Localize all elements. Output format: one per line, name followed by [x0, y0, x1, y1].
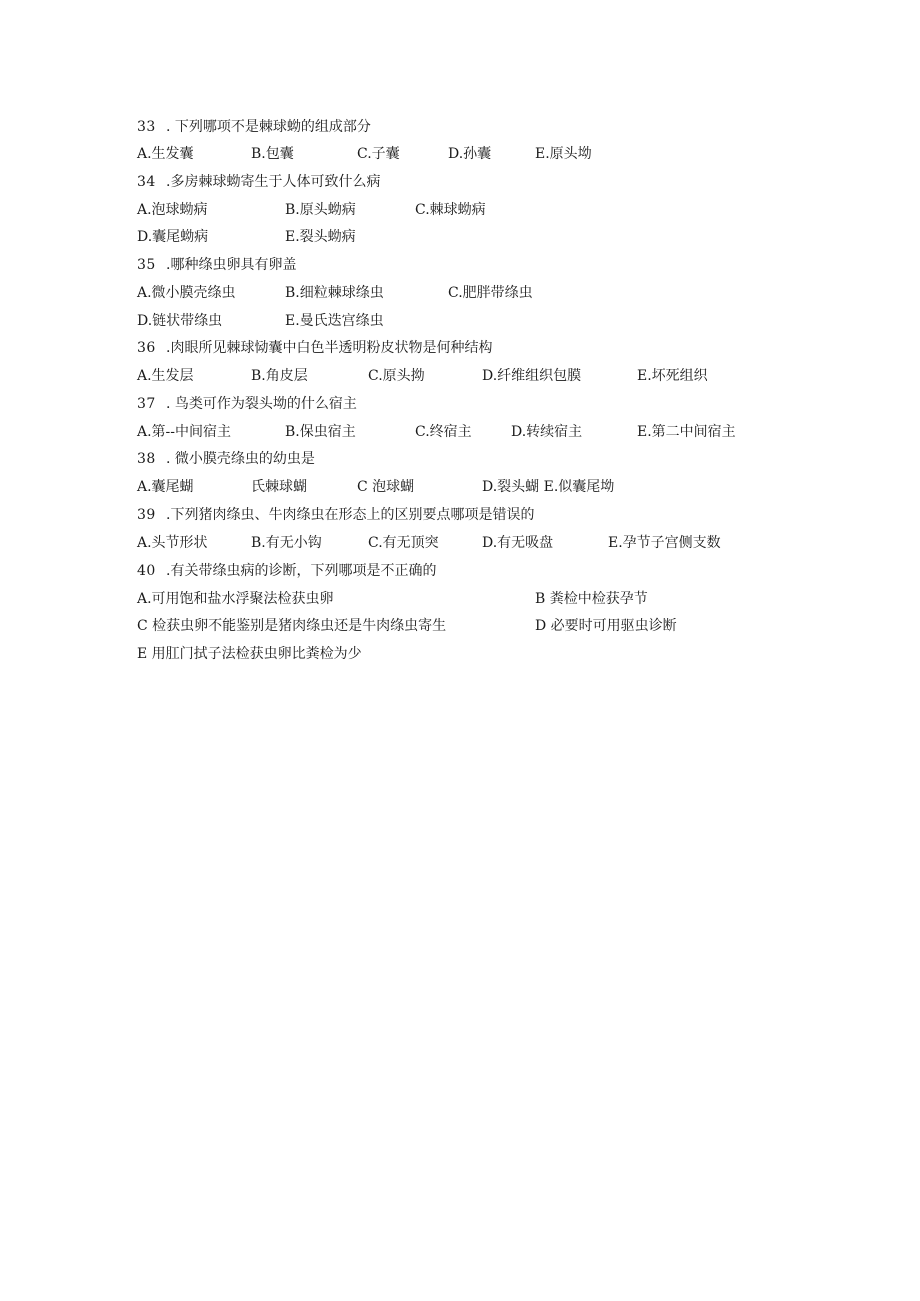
- question-text: .肉眼所见棘球恸囊中白色半透明粉皮状物是何种结构: [166, 340, 493, 356]
- option-b: B.细粒棘球绦虫: [285, 285, 384, 301]
- option-e: E.裂头蚴病: [285, 229, 356, 245]
- option-c: C.原头拗: [368, 368, 425, 384]
- option-b: B.角皮层: [251, 368, 308, 384]
- question-text: . 微小膜壳绦虫的幼虫是: [166, 451, 315, 467]
- option-b: B 粪检中检获孕节: [535, 591, 648, 607]
- option-c: C.子囊: [357, 146, 400, 162]
- option-e: E 用肛门拭子法检获虫卵比粪检为少: [137, 646, 362, 662]
- option-d: D.转续宿主: [511, 424, 583, 440]
- option-d-e: D.裂头蝴 E.似囊尾坳: [482, 479, 615, 495]
- option-a: A.可用饱和盐水浮聚法检获虫卵: [137, 591, 334, 607]
- question-40-stem: [0, 560, 920, 582]
- option-d: D.有无吸盘: [482, 535, 554, 551]
- question-number: 36: [137, 340, 156, 356]
- option-e: E.坏死组织: [637, 368, 708, 384]
- option-e: E.曼氏迭宫绦虫: [285, 313, 384, 329]
- question-text: . 鸟类可作为裂头坳的什么宿主: [166, 396, 357, 412]
- question-35-options-row2: [0, 310, 920, 332]
- option-a: A.头节形状: [137, 535, 208, 551]
- question-number: 37: [137, 396, 156, 412]
- option-d: D.纤维组织包膜: [482, 368, 582, 384]
- option-b: B.包囊: [251, 146, 294, 162]
- option-b: 氏棘球蝴: [251, 479, 307, 495]
- question-34-stem: [0, 171, 920, 193]
- question-40-options-row2: [0, 615, 920, 637]
- question-number: 35: [137, 257, 156, 273]
- option-c: C.棘球蚴病: [415, 202, 486, 218]
- question-38-stem: [0, 448, 920, 470]
- option-c: C.有无顶突: [368, 535, 439, 551]
- question-text: .下列猪肉绦虫、牛肉绦虫在形态上的区别要点哪项是错误的: [166, 507, 535, 523]
- option-a: A.囊尾蝴: [137, 479, 194, 495]
- question-36-stem: [0, 337, 920, 359]
- question-number: 39: [137, 507, 156, 523]
- question-39-options: [0, 532, 920, 554]
- question-34-options-row2: [0, 226, 920, 248]
- option-b: B.原头蚴病: [285, 202, 356, 218]
- option-a: A.生发囊: [137, 146, 194, 162]
- option-e: E.第二中间宿主: [637, 424, 736, 440]
- option-c: C 检获虫卵不能鉴别是猪肉绦虫还是牛肉绦虫寄生: [137, 618, 447, 634]
- option-c: C.肥胖带绦虫: [448, 285, 533, 301]
- question-37-options: [0, 421, 920, 443]
- question-text: .有关带绦虫病的诊断，下列哪项是不正确的: [166, 563, 437, 579]
- option-a: A.泡球蚴病: [137, 202, 208, 218]
- question-34-options-row1: [0, 199, 920, 221]
- question-number: 34: [137, 174, 156, 190]
- option-b: B.保虫宿主: [285, 424, 356, 440]
- option-d: D.链状带绦虫: [137, 313, 223, 329]
- question-40-options-row3: [0, 643, 920, 665]
- option-d: D.囊尾蚴病: [137, 229, 209, 245]
- question-number: 33: [137, 119, 156, 135]
- question-number: 40: [137, 563, 156, 579]
- question-36-options: [0, 365, 920, 387]
- option-e: E.原头坳: [535, 146, 592, 162]
- question-text: .多房棘球蚴寄生于人体可致什么病: [166, 174, 381, 190]
- option-a: A.微小膜壳绦虫: [137, 285, 236, 301]
- question-38-options: [0, 476, 920, 498]
- option-b: B.有无小钩: [251, 535, 322, 551]
- question-37-stem: [0, 393, 920, 415]
- question-33-stem: [0, 116, 920, 138]
- option-a: A.第--中间宿主: [137, 424, 232, 440]
- question-39-stem: [0, 504, 920, 526]
- question-33-options: [0, 143, 920, 165]
- question-40-options-row1: [0, 588, 920, 610]
- question-number: 38: [137, 451, 156, 467]
- question-35-stem: [0, 254, 920, 276]
- option-d: D.孙囊: [448, 146, 492, 162]
- option-c: C.终宿主: [415, 424, 472, 440]
- option-a: A.生发层: [137, 368, 194, 384]
- question-35-options-row1: [0, 282, 920, 304]
- question-text: .哪种绦虫卵具有卵盖: [166, 257, 297, 273]
- option-e: E.孕节子宫侧支数: [608, 535, 721, 551]
- option-c: C 泡球蝴: [357, 479, 415, 495]
- question-text: . 下列哪项不是棘球蚴的组成部分: [166, 119, 371, 135]
- option-d: D 必要时可用驱虫诊断: [535, 618, 677, 634]
